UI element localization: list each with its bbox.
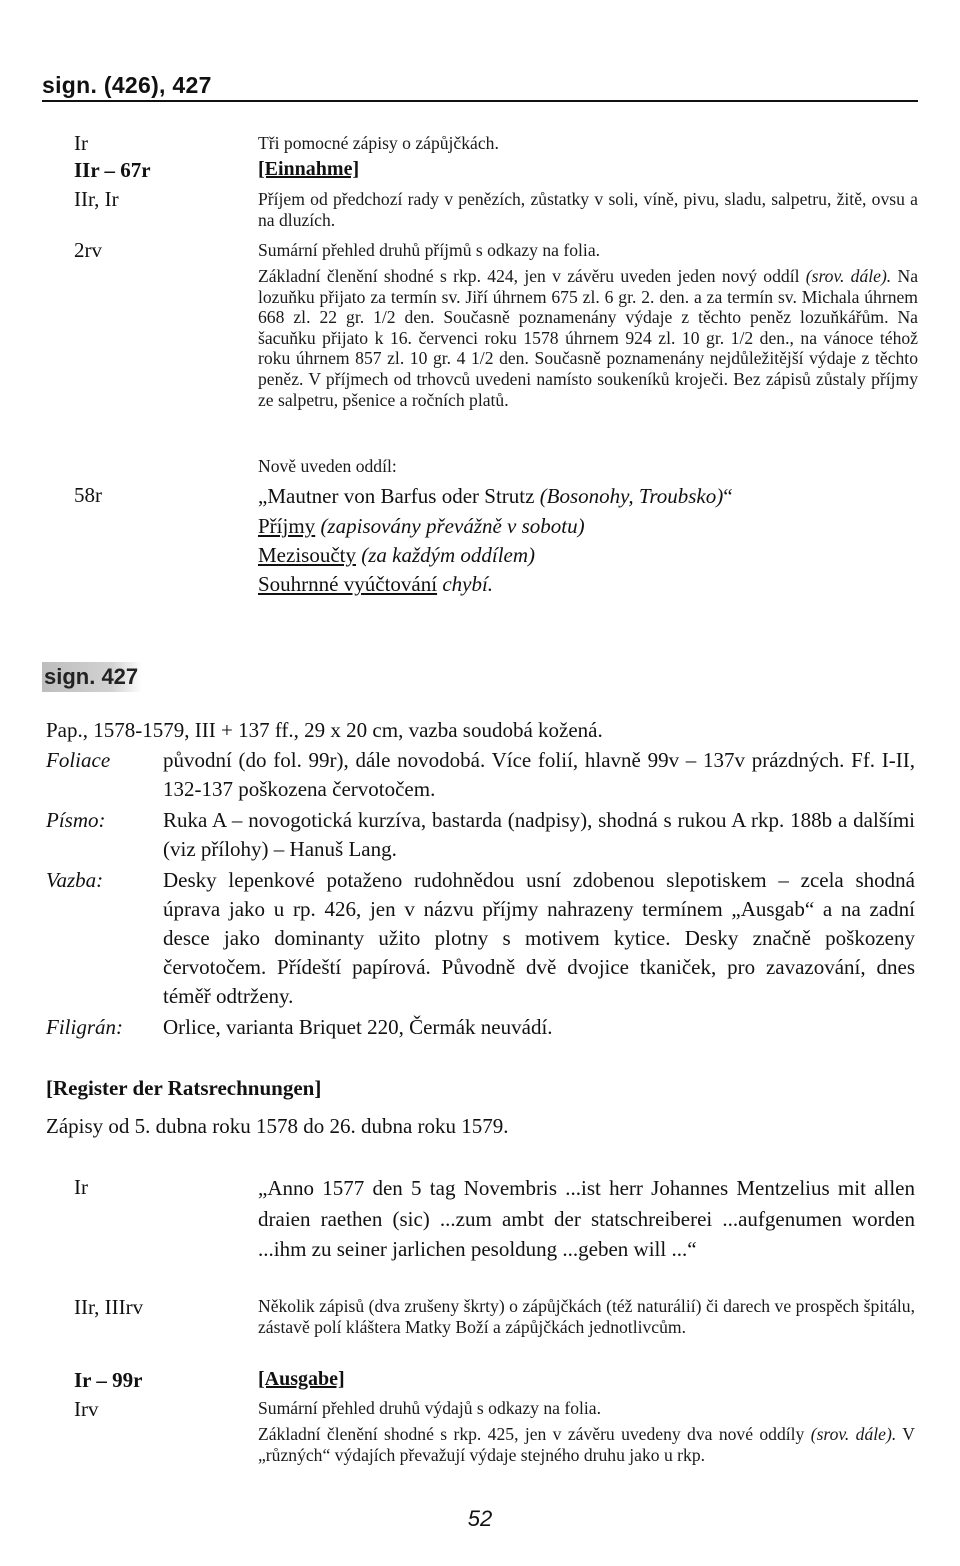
filigran-label: Filigrán: [46,1015,123,1039]
filigran-value: Orlice, varianta Briquet 220, Čermák neuvádí. [163,1015,553,1039]
entry-label: Ir [74,131,88,155]
prijmy-line: Příjmy (zapisovány převážně v sobotu) [258,514,585,538]
foliace-value: původní (do fol. 99r), dále novodobá. Více folií, hlavně 99v – 137v prázdných. Ff. I-II, 132-137 poškozena červotočem. [163,748,915,801]
entry-text: Tři pomocné zápisy o zápůjčkách. [258,133,499,153]
header-divider [42,100,918,102]
entry-text: Sumární přehled druhů výdajů s odkazy na folia. [258,1398,601,1418]
entry-text: Nově uveden oddíl: [258,456,397,476]
vazba-value: Desky lepenkové potaženo rudohnědou usní zdobenou slepotiskem – zcela shodná úprava jako u rp. 426, jen v názvu příjmy nahrazeny termínem „Ausgab“ a na zadní desce jako dominanty užito plotny s motivem kytice. Desky značně poškozeny červotočem. Přídeští papírová. Původně dvě dvojice tkaniček, pro zavazování, dnes téměř odtrženy. [163,868,915,1008]
register-heading: [Register der Ratsrechnungen] [46,1076,322,1100]
entry-label: Ir [74,1175,88,1199]
foliace-label: Foliace [46,748,111,772]
mezisoucty-line: Mezisoučty (za každým oddílem) [258,543,536,567]
page-number: 52 [467,1506,493,1531]
entry-label: IIr – 67r [74,158,151,182]
vazba-label: Vazba: [46,868,104,892]
entry-paragraph: Základní členění shodné s rkp. 425, jen v závěru uvedeny dva nové oddíly (srov. dále). V „různých“ výdajích převažují výdaje stejného druhu jako u rkp. [258,1424,915,1465]
entry-label: 2rv [74,238,102,262]
mautner-line: „Mautner von Barfus oder Strutz (Bosonohy, Troubsko)“ [258,484,733,508]
vyuctovani-line: Souhrnné vyúčtování chybí. [258,572,494,596]
ausgabe-heading: [Ausgabe] [258,1368,345,1390]
page-header-title: sign. (426), 427 [42,72,212,98]
entry-text: Několik zápisů (dva zrušeny škrty) o zápůjčkách (též naturálií) či darech ve prospěch špitálu, zástavě polí kláštera Matky Boží a zápůjčkách jednotlivcům. [258,1296,915,1337]
entry-text: Příjem od předchozí rady v penězích, zůstatky v soli, víně, pivu, sladu, salpetru, žitě, ovsu a na dluzích. [258,189,918,230]
einnahme-heading: [Einnahme] [258,158,360,180]
entry-label: Ir – 99r [74,1368,143,1392]
entry-label: Irv [74,1397,99,1421]
pismo-label: Písmo: [46,808,106,832]
entry-label: IIr, IIIrv [74,1295,144,1319]
physical-description: Pap., 1578-1579, III + 137 ff., 29 x 20 cm, vazba soudobá kožená. [46,718,603,742]
anno-quote: „Anno 1577 den 5 tag Novembris ...ist herr Johannes Mentzelius mit allen draien raethen (sic) ...zum ambt der statschreiberei ...aufgenumen worden ...ihm zu seiner jarlichen pesoldung ...geben will ...“ [258,1176,915,1261]
entry-paragraph: Základní členění shodné s rkp. 424, jen v závěru uveden jeden nový oddíl (srov. dále). Na lozuňku přijato za termín sv. Jiří úhrnem 675 zl. 6 gr. 2. den. a za termín sv. Michala úhrnem 668 zl. 22 gr. 1/2 den. Současně poznamenány výdaje z těchto peněz lozuňkářům. Na šacuňku přijato k 16. červenci roku 1578 úhrnem 924 zl. 10 gr. 1/2 den., na vánoce téhož roku úhrnem 857 zl. 10 gr. 4 1/2 den. Současně poznamenány nejdůležitější výdaje z těchto peněz. V příjmech od trhovců uvedeni namísto soukeníků kroječi. Bez zápisů zůstaly příjmy ze salpetru, pšenice a ročních platů. [258,266,919,410]
pismo-value: Ruka A – novogotická kurzíva, bastarda (nadpisy), shodná s rukou A rkp. 188b a dalšími (viz přílohy) – Hanuš Lang. [163,808,915,861]
register-dates: Zápisy od 5. dubna roku 1578 do 26. dubna roku 1579. [46,1114,509,1138]
entry-label: IIr, Ir [74,187,119,211]
entry-label: 58r [74,483,102,507]
entry-text: Sumární přehled druhů příjmů s odkazy na folia. [258,240,601,260]
section-title: sign. 427 [42,662,142,692]
